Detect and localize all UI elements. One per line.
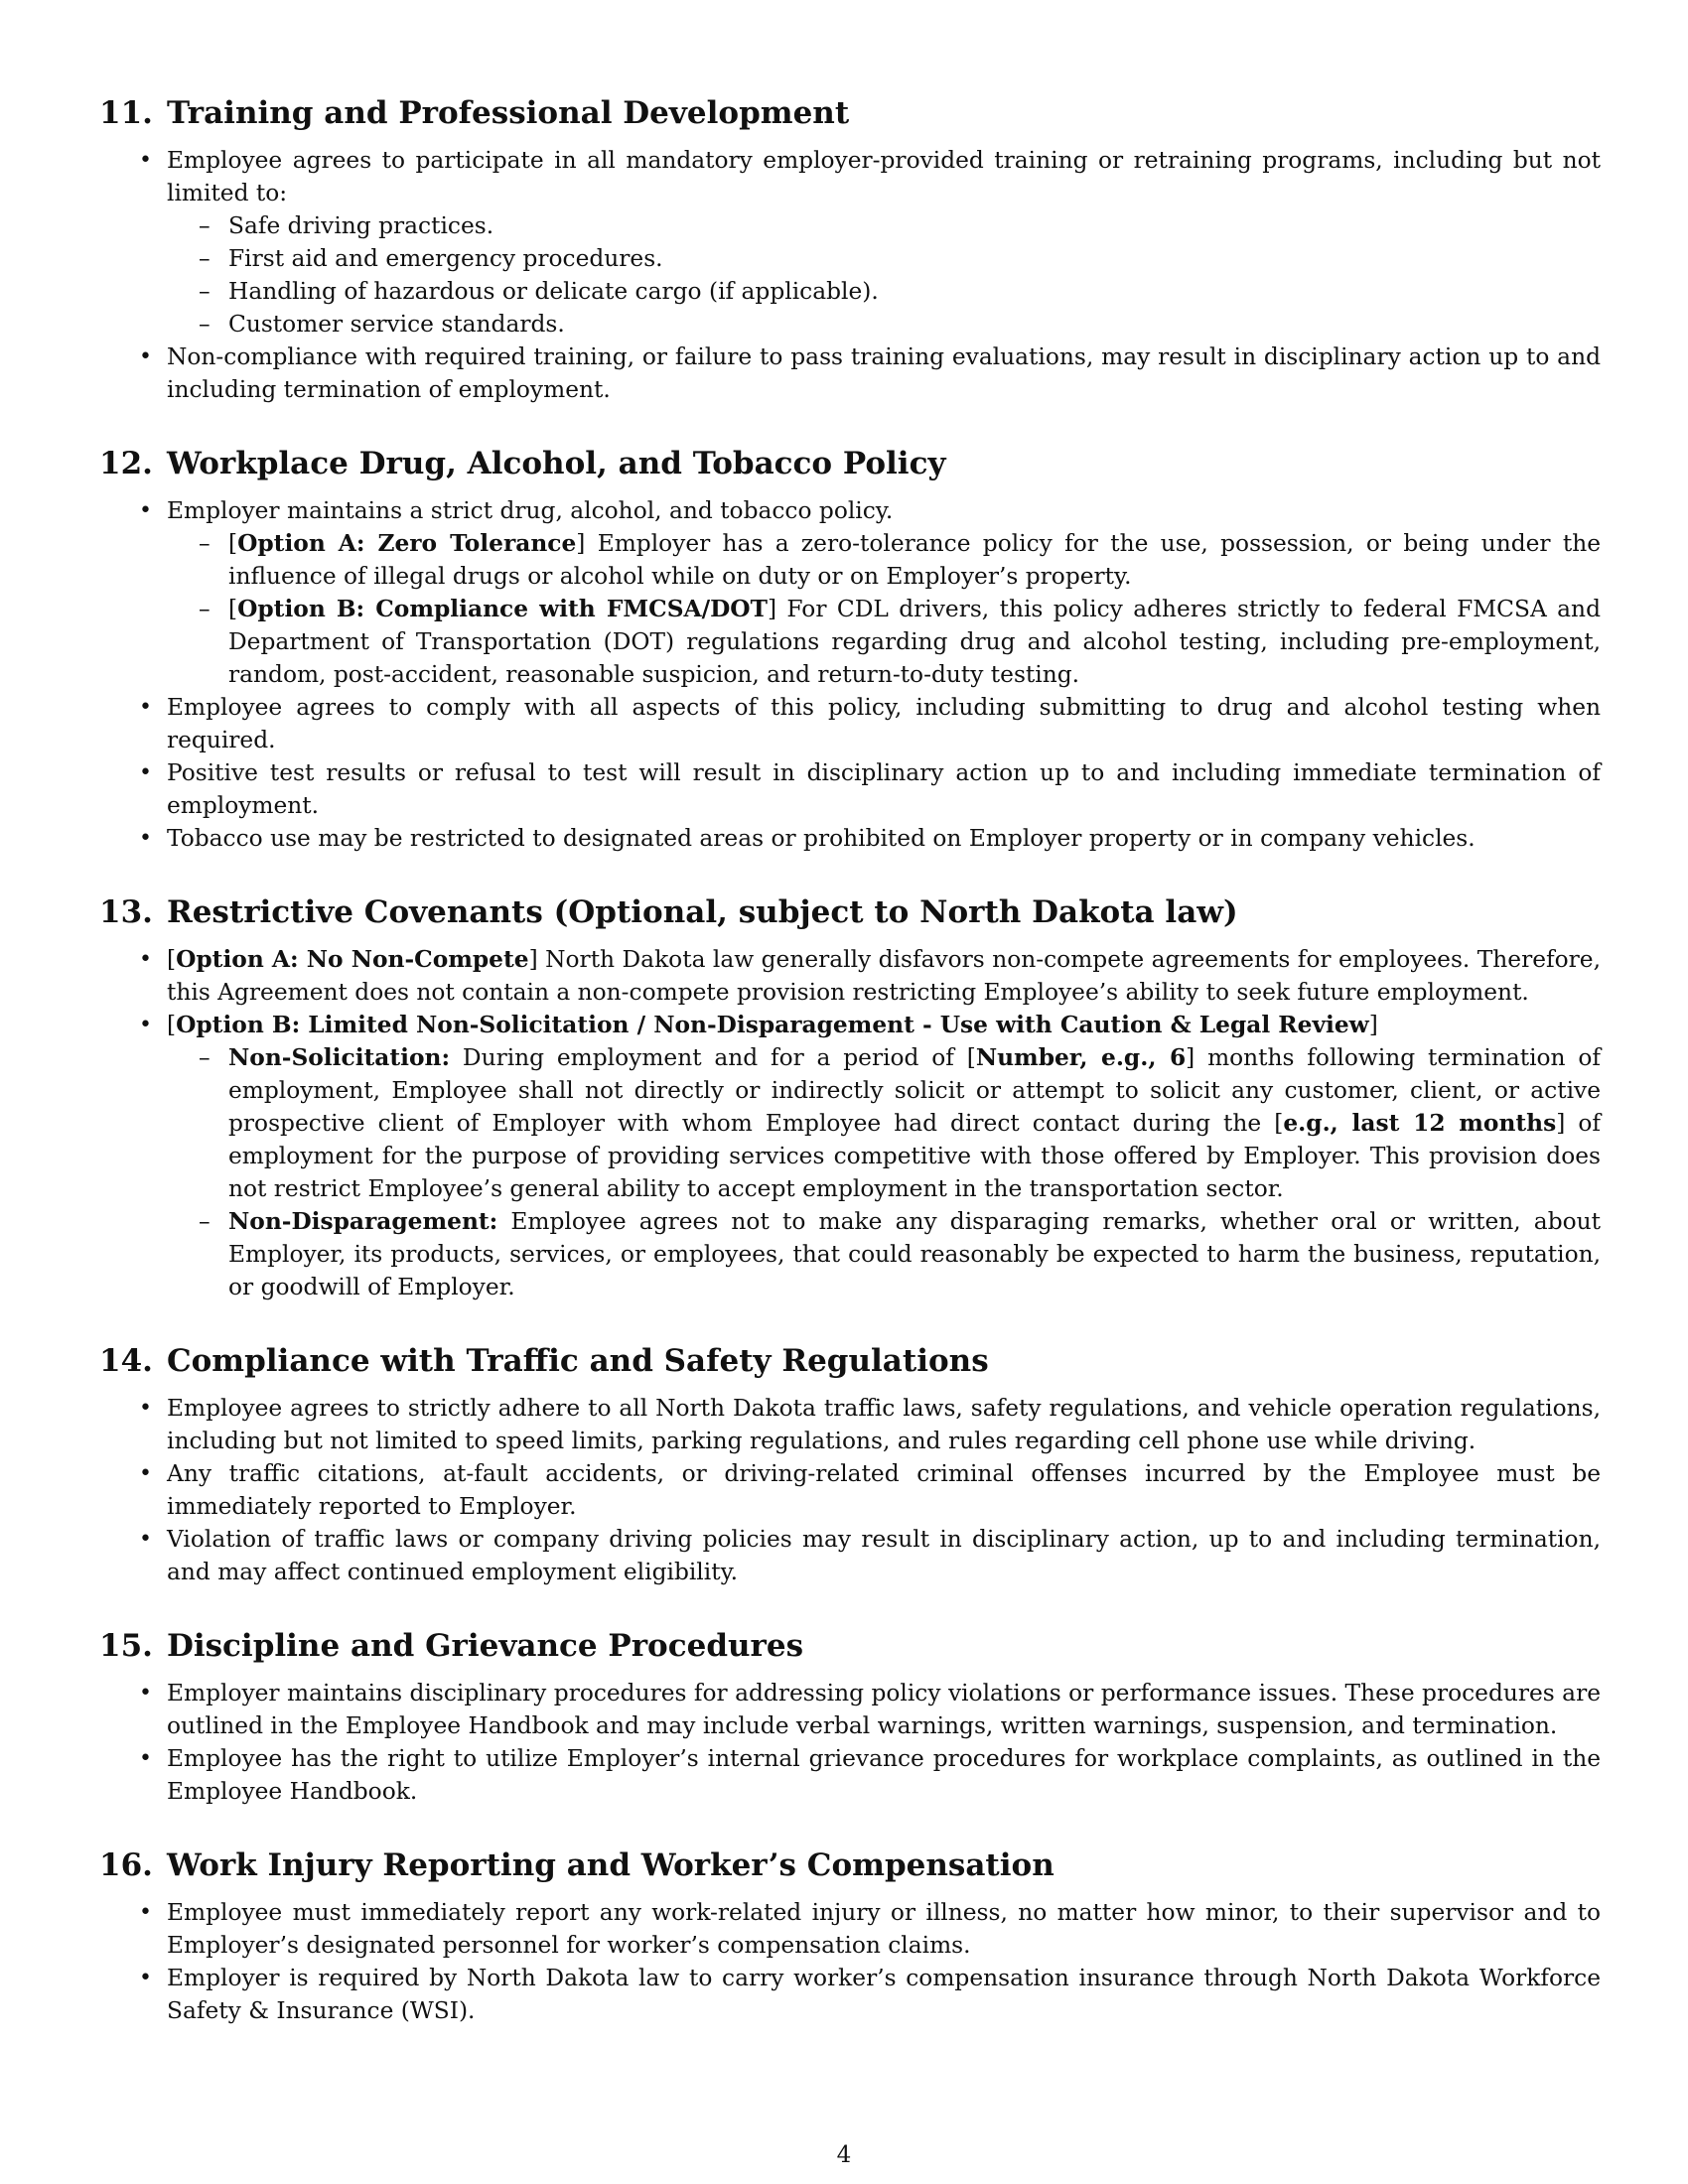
sub-list-item: – [Option B: Compliance with FMCSA/DOT] For CDL drivers, this policy adheres strictly to federal FMCSA and Department of Transportation (DOT) regulations regarding drug and alcohol testing, including pre-employment, random, post-accident, reasonable suspicion, and return-to-duty testing.	[228, 593, 1601, 691]
list-item: • Employer maintains disciplinary procedures for addressing policy violations or performance issues. These procedures are outlined in the Employee Handbook and may include verbal warnings, written warnings, suspension, and termination.	[167, 1677, 1601, 1742]
document-page	[99, 93, 1601, 2065]
section-14	[99, 1341, 1601, 1588]
list-item: • Positive test results or refusal to test will result in disciplinary action up to and including immediate termination of employment.	[167, 756, 1601, 822]
section-heading: 14. Compliance with Traffic and Safety Regulations	[99, 1343, 989, 1379]
sub-list	[167, 527, 1601, 691]
list-item: • Employee agrees to strictly adhere to all North Dakota traffic laws, safety regulations, and vehicle operation regulations, including but not limited to speed limits, parking regulations, and rules regarding cell phone use while driving.	[167, 1392, 1601, 1457]
list-item: • Any traffic citations, at-fault accidents, or driving-related criminal offenses incurred by the Employee must be immediately reported to Employer.	[167, 1457, 1601, 1523]
section-heading: 12. Workplace Drug, Alcohol, and Tobacco Policy	[99, 446, 946, 481]
list-item: • [Option B: Limited Non-Solicitation / Non-Disparagement - Use with Caution & Legal Review] – Non-Solicitation: During employment and for a period of [Number, e.g., 6] months following termination of employment, Employee shall not directly or indirectly solicit or attempt to solicit any customer, client, or active prospective client of Employer with whom Employee had direct contact during the [e.g., last 12 months] of employment for the purpose of providing services competitive with those offered by Employer. This provision does not restrict Employee’s general ability to accept employment in the transportation sector. – Non-Disparagement: Employee agrees not to make any disparaging remarks, whether oral or written, about Employer, its products, services, or employees, that could reasonably be expected to harm the business, reputation, or goodwill of Employer.	[167, 1009, 1601, 1303]
page-number: 4	[836, 2142, 852, 2168]
bullet-list	[99, 1392, 1601, 1588]
list-item: • Employee agrees to comply with all aspects of this policy, including submitting to drug and alcohol testing when required.	[167, 691, 1601, 756]
bullet-list	[99, 144, 1601, 406]
bullet-list	[99, 494, 1601, 855]
list-item: • Employee has the right to utilize Employer’s internal grievance procedures for workplace complaints, as outlined in the Employee Handbook.	[167, 1742, 1601, 1808]
section-heading: 16. Work Injury Reporting and Worker’s Compensation	[99, 1847, 1055, 1883]
sub-list	[167, 1041, 1601, 1303]
list-item: • [Option A: No Non-Compete] North Dakota law generally disfavors non-compete agreements for employees. Therefore, this Agreement does not contain a non-compete provision restricting Employee’s ability to seek future employment.	[167, 943, 1601, 1009]
sub-list-item: – [Option A: Zero Tolerance] Employer has a zero-tolerance policy for the use, possession, or being under the influence of illegal drugs or alcohol while on duty or on Employer’s property.	[228, 527, 1601, 593]
sub-list-item: – Customer service standards.	[228, 308, 1601, 341]
sub-list-item: – Handling of hazardous or delicate cargo (if applicable).	[228, 275, 1601, 308]
sub-list	[167, 209, 1601, 341]
section-15	[99, 1626, 1601, 1808]
section-12	[99, 444, 1601, 855]
bullet-list	[99, 1896, 1601, 2027]
bullet-list	[99, 943, 1601, 1303]
sub-list-item: – Non-Solicitation: During employment and for a period of [Number, e.g., 6] months following termination of employment, Employee shall not directly or indirectly solicit or attempt to solicit any customer, client, or active prospective client of Employer with whom Employee had direct contact during the [e.g., last 12 months] of employment for the purpose of providing services competitive with those offered by Employer. This provision does not restrict Employee’s general ability to accept employment in the transportation sector.	[228, 1041, 1601, 1205]
sub-list-item: – Non-Disparagement: Employee agrees not to make any disparaging remarks, whether oral or written, about Employer, its products, services, or employees, that could reasonably be expected to harm the business, reputation, or goodwill of Employer.	[228, 1205, 1601, 1303]
section-11	[99, 93, 1601, 406]
section-heading: 11. Training and Professional Development	[99, 95, 850, 131]
list-item: • Tobacco use may be restricted to designated areas or prohibited on Employer property or in company vehicles.	[167, 822, 1601, 855]
section-16	[99, 1845, 1601, 2027]
sub-list-item: – Safe driving practices.	[228, 209, 1601, 242]
list-item: • Employer is required by North Dakota law to carry worker’s compensation insurance through North Dakota Workforce Safety & Insurance (WSI).	[167, 1962, 1601, 2027]
list-item: • Non-compliance with required training, or failure to pass training evaluations, may result in disciplinary action up to and including termination of employment.	[167, 341, 1601, 406]
list-item: • Employee must immediately report any work-related injury or illness, no matter how minor, to their supervisor and to Employer’s designated personnel for worker’s compensation claims.	[167, 1896, 1601, 1962]
section-heading: 13. Restrictive Covenants (Optional, subject to North Dakota law)	[99, 894, 1238, 930]
section-13	[99, 892, 1601, 1303]
list-item: • Employer maintains a strict drug, alcohol, and tobacco policy. – [Option A: Zero Tolerance] Employer has a zero-tolerance policy for the use, possession, or being under the influence of illegal drugs or alcohol while on duty or on Employer’s property. – [Option B: Compliance with FMCSA/DOT] For CDL drivers, this policy adheres strictly to federal FMCSA and Department of Transportation (DOT) regulations regarding drug and alcohol testing, including pre-employment, random, post-accident, reasonable suspicion, and return-to-duty testing.	[167, 494, 1601, 691]
sub-list-item: – First aid and emergency procedures.	[228, 242, 1601, 275]
bullet-list	[99, 1677, 1601, 1808]
list-item: • Employee agrees to participate in all mandatory employer-provided training or retraining programs, including but not limited to: – Safe driving practices. – First aid and emergency procedures. – Handling of hazardous or delicate cargo (if applicable). – Customer service standards.	[167, 144, 1601, 341]
section-heading: 15. Discipline and Grievance Procedures	[99, 1628, 804, 1664]
list-item: • Violation of traffic laws or company driving policies may result in disciplinary action, up to and including termination, and may affect continued employment eligibility.	[167, 1523, 1601, 1588]
